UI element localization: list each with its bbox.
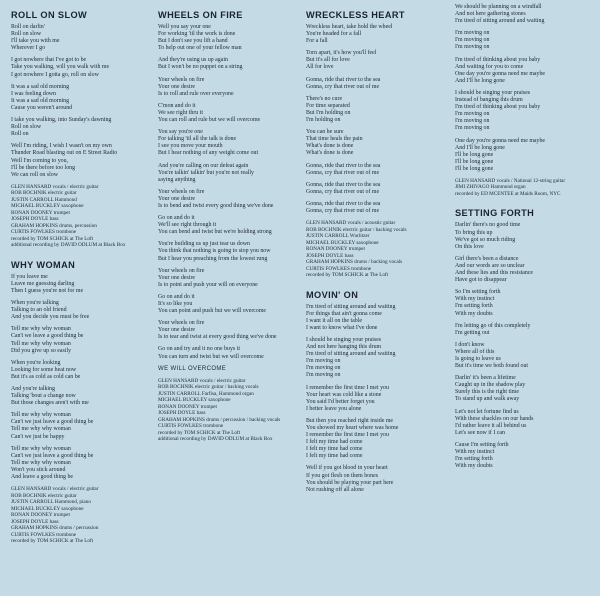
lyric-line: Can't we just leave a good thing be xyxy=(11,419,94,426)
lyric-stanza xyxy=(455,222,597,250)
lyric-line: For time separated xyxy=(306,102,350,109)
lyric-stanza xyxy=(306,77,448,91)
song-block xyxy=(158,10,300,443)
lyric-line: With my doubts xyxy=(455,463,493,470)
lyric-line: I'm moving on xyxy=(455,111,490,118)
lyric-line: I got nowhere that I've got to be xyxy=(11,57,87,64)
lyric-line: Tell me why why woman xyxy=(11,340,71,347)
credit-line: GRAHAM HOPKINS drums / backing vocals xyxy=(306,259,403,266)
lyric-line: Well if you got blood in your heart xyxy=(306,465,388,472)
lyric-stanza xyxy=(306,24,448,45)
lyric-line: You said I'd better forget you xyxy=(306,398,375,405)
lyric-line: Wherever I go xyxy=(11,45,46,52)
lyric-line: I should be singing your praises xyxy=(455,89,531,96)
lyric-stanza xyxy=(455,289,597,317)
credit-line: RONAN DOONEY trumpet xyxy=(306,246,365,253)
lyric-line: Tell me why why woman xyxy=(11,459,71,466)
lyric-line: I'll be long gone xyxy=(455,151,494,158)
lyric-line: Go on and do it xyxy=(158,293,195,300)
lyric-line: I got nowhere I gotta go, roll on slow xyxy=(11,71,99,78)
lyric-line: So I'm setting forth xyxy=(455,289,501,296)
song-tagline: WE WILL OVERCOME xyxy=(158,365,227,372)
lyric-line: I'm moving on xyxy=(306,358,341,365)
lyric-line: On this love xyxy=(455,243,484,250)
lyric-line: I better leave you alone xyxy=(306,405,362,412)
lyric-line: It was a sad old morning xyxy=(11,97,70,104)
lyric-line: Can't we just be happy xyxy=(11,433,65,440)
lyric-stanza xyxy=(11,24,153,52)
lyric-line: Gonna, cry that river out of me xyxy=(306,169,380,176)
lyric-stanza xyxy=(158,57,300,71)
lyric-line: Go on and do it xyxy=(158,215,195,222)
lyric-line: Roll on xyxy=(11,131,29,138)
lyric-line: Tell me why why woman xyxy=(11,326,71,333)
lyric-line: Is going to leave us xyxy=(455,355,501,362)
lyric-stanza xyxy=(455,442,597,470)
credit-line: GLEN HANSARD vocals / electric guitar xyxy=(11,486,99,493)
lyric-line: And you're calling on our defeat again xyxy=(158,162,249,169)
song-title: MOVIN' ON xyxy=(306,289,359,300)
credit-line: RONAN DOONEY trumpet xyxy=(11,209,70,216)
lyrics-column-4 xyxy=(455,4,597,481)
lyric-line: I'm moving on xyxy=(455,44,490,51)
lyric-line: Talking to an old friend xyxy=(11,307,67,314)
lyric-line: I remember the first time I met you xyxy=(306,384,389,391)
credit-line: recorded by TOM SCHICK at The Loft xyxy=(158,429,241,436)
lyric-line: If you leave me xyxy=(11,273,48,280)
lyric-line: But it's time we both found out xyxy=(455,363,529,370)
lyric-stanza xyxy=(158,189,300,210)
lyric-line: What's done is done xyxy=(306,143,354,150)
lyric-stanza xyxy=(455,256,597,284)
lyric-stanza xyxy=(11,274,153,295)
lyric-line: With these shackles on our hands xyxy=(455,415,534,422)
lyric-stanza xyxy=(11,117,153,138)
lyric-line: I see you move your mouth xyxy=(158,143,223,150)
song-block xyxy=(455,4,597,197)
lyric-line: I'm moving on xyxy=(455,125,490,132)
lyric-stanza xyxy=(455,90,597,133)
lyrics-column-3 xyxy=(306,10,448,505)
credit-line: CURTIS FOWLKES trombone xyxy=(11,531,77,538)
lyric-line: Surely this is the right time xyxy=(455,389,519,396)
lyric-line: I'll be there before too long xyxy=(11,164,76,171)
lyric-stanza xyxy=(306,337,448,380)
lyric-stanza xyxy=(158,294,300,315)
lyric-line: Is to bend and twist every good thing we've done xyxy=(158,202,274,209)
song-block xyxy=(11,10,153,249)
lyric-line: To bring this up xyxy=(455,229,493,236)
lyric-stanza xyxy=(306,50,448,71)
lyric-stanza xyxy=(11,143,153,178)
lyric-line: You're headed for a fall xyxy=(306,31,362,38)
lyric-stanza xyxy=(11,84,153,112)
credit-line: recorded by TOM SCHICK at The Loft xyxy=(11,235,94,242)
lyric-stanza xyxy=(306,201,448,215)
credit-line: additional recording by DAVID ODLUM at Black Box xyxy=(11,242,126,249)
lyric-line: What's done is done xyxy=(306,150,354,157)
lyric-line: You can be sure xyxy=(306,129,344,136)
lyric-line: We see right thru it xyxy=(158,109,204,116)
credits-block xyxy=(158,378,300,443)
lyric-line: That time heals the pain xyxy=(306,136,363,143)
credit-line: recorded by ED MCENTEE at Maids Room, NYC xyxy=(455,190,561,197)
lyric-line: I'm tired of thinking about you baby xyxy=(455,56,541,63)
lyric-stanza xyxy=(11,386,153,407)
lyric-line: I'm tired of sitting around and waiting xyxy=(306,351,396,358)
lyric-stanza xyxy=(455,409,597,437)
lyric-line: For things that ain't gonna come xyxy=(306,310,382,317)
lyric-line: Darlin' there's no good time xyxy=(455,222,521,229)
lyric-stanza xyxy=(455,30,597,51)
lyric-line: Thunder Road blasting out on E Street Radio xyxy=(11,150,118,157)
lyric-stanza xyxy=(306,385,448,413)
lyric-line: Let's see now if I can xyxy=(455,429,505,436)
lyric-line: Tell me why why woman xyxy=(11,426,71,433)
credit-line: GLEN HANSARD vocals / electric guitar xyxy=(11,183,99,190)
song-block xyxy=(11,260,153,545)
lyric-line: Talking 'bout a change now xyxy=(11,393,76,400)
lyric-line: Cause you weren't around xyxy=(11,104,73,111)
lyric-line: Your one desire xyxy=(158,195,196,202)
lyric-line: With my doubts xyxy=(455,310,493,317)
credit-line: RONAN DOONEY trumpet xyxy=(11,512,70,519)
lyric-line: Is to tear and twist at every good thing we've done xyxy=(158,334,277,341)
song-title: WHY WOMAN xyxy=(11,259,76,270)
lyric-line: Gonna, cry that river out of me xyxy=(306,207,380,214)
lyric-line: You can bend and twist but we're holding strong xyxy=(158,229,272,236)
lyric-line: I'm moving on xyxy=(455,118,490,125)
lyric-line: But I don't see you lift a hand xyxy=(158,38,228,45)
lyric-line: I felt my time had come xyxy=(306,453,363,460)
lyric-line: And leave a good thing be xyxy=(11,474,73,481)
song-title: WRECKLESS HEART xyxy=(306,10,405,20)
lyric-line: And they're using us up again xyxy=(158,57,228,64)
lyric-line: saying anything xyxy=(158,176,196,183)
lyric-line: Your one desire xyxy=(158,327,196,334)
lyric-line: Gonna, cry that river out of me xyxy=(306,188,380,195)
lyric-line: There's no cure xyxy=(306,95,343,102)
lyric-line: You're building us up just tear us down xyxy=(158,241,250,248)
lyric-line: I'm holding on xyxy=(306,117,341,124)
lyric-line: Your wheels on fire xyxy=(158,267,205,274)
lyric-line: We should be planning on a windfall xyxy=(455,4,542,10)
credit-line: RONAN DOONEY trumpet xyxy=(158,403,217,410)
lyric-line: I'd rather leave it all behind us xyxy=(455,422,527,429)
credit-line: GRAHAM HOPKINS drums, percussion xyxy=(11,222,97,229)
lyric-stanza xyxy=(158,163,300,184)
lyric-line: And these lies and this resistance xyxy=(455,270,534,277)
credit-line: GRAHAM HOPKINS drums / percussion / backing vocals xyxy=(158,416,281,423)
lyric-stanza xyxy=(11,360,153,381)
lyric-line: And I'll be long gone xyxy=(455,144,505,151)
lyric-stanza xyxy=(158,346,300,360)
lyric-line: Gonna, ride that river to the sea xyxy=(306,200,381,207)
lyric-line: Gonna, ride that river to the sea xyxy=(306,162,381,169)
lyric-line: Instead of banging this drum xyxy=(455,97,523,104)
lyric-line: Can't we just leave a good thing be xyxy=(11,452,94,459)
lyric-line: I'm tired of thinking about you baby xyxy=(455,104,541,111)
lyric-line: I want it all on the table xyxy=(306,317,362,324)
lyric-line: And not here hanging this drum xyxy=(306,344,382,351)
lyric-line: One day you're gonna need me maybe xyxy=(455,70,546,77)
lyric-line: But then you reached right inside me xyxy=(306,417,394,424)
credit-line: recorded by TOM SCHICK at The Loft xyxy=(306,272,389,279)
credit-line: ROB BOCHNIK electric guitar xyxy=(11,492,77,499)
lyric-stanza xyxy=(158,320,300,341)
lyric-stanza xyxy=(306,465,448,493)
credit-line: JUSTIN CARROLL Hammond xyxy=(11,196,77,203)
lyric-line: You can roll and rule but we will overcome xyxy=(158,117,261,124)
lyric-stanza xyxy=(158,77,300,98)
credit-line: JUSTIN CARROLL Wurlitzer xyxy=(306,233,370,240)
lyric-line: But I hear you preaching from the lowest rung xyxy=(158,255,268,262)
credit-line: JOSEPH DOYLE bass xyxy=(11,216,59,223)
lyric-stanza xyxy=(306,96,448,124)
lyric-line: When you're talking xyxy=(11,300,59,307)
lyric-line: Take you walking, will you walk with me xyxy=(11,64,110,71)
credit-line: CURTIS FOWLKES trombone xyxy=(306,265,372,272)
lyric-line: We'll see right through it xyxy=(158,222,217,229)
lyric-stanza xyxy=(455,57,597,85)
lyric-line: Well I'm riding, I wish I wasn't on my own xyxy=(11,143,112,150)
lyric-line: Not rushing off all alone xyxy=(306,486,364,493)
song-block xyxy=(306,290,448,494)
lyric-line: For working 'til the work is done xyxy=(158,31,236,38)
lyric-line: When you're looking xyxy=(11,359,61,366)
lyric-stanza xyxy=(455,323,597,337)
lyric-stanza xyxy=(11,326,153,354)
credit-line: ROB BOCHNIK electric guitar / backing vocals xyxy=(306,226,407,233)
lyric-line: Caught up in the shadow play xyxy=(455,382,526,389)
lyric-line: And waiting for you to come xyxy=(455,63,524,70)
lyric-line: I'll be long gone xyxy=(455,158,494,165)
lyric-stanza xyxy=(158,241,300,262)
lyric-line: I'm tired of sitting around and waiting xyxy=(306,303,396,310)
lyric-line: Roll on slow xyxy=(11,31,42,38)
lyric-line: All for love xyxy=(306,64,334,71)
lyric-stanza xyxy=(158,24,300,52)
lyric-line: Is to roll and rule over everyone xyxy=(158,90,234,97)
lyric-line: Your one desire xyxy=(158,83,196,90)
lyric-line: I don't know xyxy=(455,341,485,348)
lyric-stanza xyxy=(306,163,448,177)
lyric-line: But I hear nothing of any weight come out xyxy=(158,150,259,157)
lyric-line: Torn apart, it's how you'll feel xyxy=(306,50,377,57)
lyric-line: Darlin' it's been a lifetime xyxy=(455,375,516,382)
credit-line: MICHAEL BUCKLEY saxophone xyxy=(306,239,379,246)
lyric-line: You can point and push but we will overcome xyxy=(158,308,267,315)
lyric-line: I take you walking, into Sunday's dawning xyxy=(11,117,112,124)
lyric-line: Cause I'm setting forth xyxy=(455,441,509,448)
song-block xyxy=(455,208,597,470)
lyric-line: Your wheels on fire xyxy=(158,188,205,195)
credit-line: JUSTIN CARROLL Hammond, piano xyxy=(11,499,91,506)
credit-line: additional recording by DAVID ODLUM at Black Box xyxy=(158,436,273,443)
credits-block xyxy=(11,486,153,545)
lyric-line: Roll on darlin' xyxy=(11,24,45,30)
lyric-stanza xyxy=(158,268,300,289)
lyric-line: Your heart was cold like a stone xyxy=(306,391,382,398)
lyric-line: One day you're gonna need me maybe xyxy=(455,137,546,144)
lyric-line: With my instinct xyxy=(455,296,495,303)
lyric-stanza xyxy=(11,300,153,321)
credit-line: CURTIS FOWLKES trombone xyxy=(11,229,77,236)
lyric-line: And you're talking xyxy=(11,386,55,392)
lyric-line: Roll on slow xyxy=(11,124,42,131)
lyric-stanza xyxy=(11,412,153,440)
lyric-line: I'm moving on xyxy=(455,30,490,37)
lyric-stanza xyxy=(158,215,300,236)
credit-line: JOSEPH DOYLE bass xyxy=(11,518,59,525)
lyric-stanza xyxy=(306,129,448,157)
credit-line: JOSEPH DOYLE bass xyxy=(158,410,206,417)
lyric-stanza xyxy=(158,103,300,124)
lyric-line: Gonna, ride that river to the sea xyxy=(306,76,381,83)
lyric-line: Can't we leave a good thing be xyxy=(11,333,84,340)
lyric-line: Let's not let fortune find us xyxy=(455,408,519,415)
lyric-stanza xyxy=(306,304,448,332)
lyric-line: It was a sad old morning xyxy=(11,83,70,90)
credits-block xyxy=(455,178,597,198)
song-block xyxy=(306,10,448,279)
lyric-line: It's so like you xyxy=(158,301,193,307)
lyrics-column-2 xyxy=(158,10,300,454)
lyric-line: I'm moving on xyxy=(306,372,341,379)
credits-block xyxy=(11,184,153,249)
lyric-line: Tell me why why woman xyxy=(11,445,71,452)
lyric-line: Is to point and push your will on everyone xyxy=(158,281,258,288)
lyric-line: Gonna, cry that river out of me xyxy=(306,83,380,90)
lyric-line: I was feeling down xyxy=(11,90,56,97)
lyric-line: But those changes aren't with me xyxy=(11,400,89,407)
credits-block xyxy=(306,220,448,279)
lyric-line: You say you're one xyxy=(158,129,203,136)
lyric-line: You're talkin' talkin' but you're not really xyxy=(158,169,254,176)
lyric-line: I remember the first time I met you xyxy=(306,432,389,439)
lyric-line: I'm moving on xyxy=(306,365,341,372)
lyric-line: Tell me why why woman xyxy=(11,412,71,419)
lyric-stanza xyxy=(11,57,153,78)
lyric-line: And I'll be long gone xyxy=(455,77,505,84)
lyric-line: You should be playing your part here xyxy=(306,479,394,486)
lyric-stanza xyxy=(306,418,448,461)
lyric-line: And not here gathering stones xyxy=(455,11,526,18)
lyric-line: Then I guess you're not for me xyxy=(11,287,84,294)
song-title: ROLL ON SLOW xyxy=(11,10,88,20)
lyric-line: I'm setting forth xyxy=(455,456,493,463)
lyric-stanza xyxy=(455,4,597,25)
lyric-stanza xyxy=(158,129,300,157)
lyric-line: I'm moving on xyxy=(455,37,490,44)
lyric-line: C'mon and do it xyxy=(158,102,196,109)
lyric-stanza xyxy=(11,446,153,481)
lyric-line: I'll take you with me xyxy=(11,38,60,45)
credit-line: ROB BOCHNIK electric guitar xyxy=(11,190,77,197)
lyric-line: I should be singing your praises xyxy=(306,336,382,343)
credit-line: MICHAEL BUCKLEY saxophone xyxy=(158,397,231,404)
lyric-line: For a fall xyxy=(306,38,328,45)
lyric-line: I want to know what I've done xyxy=(306,324,378,331)
lyrics-column-1 xyxy=(11,10,153,556)
lyric-line: Go on and try and it no one buys it xyxy=(158,346,240,353)
lyric-line: Well you say your one xyxy=(158,24,211,30)
song-title: WHEELS ON FIRE xyxy=(158,10,243,20)
lyric-line: I felt my time had come xyxy=(306,439,363,446)
lyric-line: I'm setting forth xyxy=(455,303,493,310)
lyric-line: Looking for some heat now xyxy=(11,366,77,373)
lyric-stanza xyxy=(455,342,597,370)
lyric-line: You think that nothing is going to stop you now xyxy=(158,248,271,255)
credit-line: JOSEPH DOYLE bass xyxy=(306,252,354,259)
lyric-line: I'm tired of sitting around and waiting xyxy=(455,18,545,25)
lyric-line: You can turn and twist but we will overcome xyxy=(158,353,264,360)
lyric-line: Your wheels on fire xyxy=(158,76,205,83)
lyric-line: I felt my time had come xyxy=(306,446,363,453)
lyric-line: I'm letting go of this completely xyxy=(455,322,531,329)
lyric-line: Well I'm coming to you, xyxy=(11,157,69,164)
credit-line: MICHAEL BUCKLEY saxophone xyxy=(11,505,84,512)
lyric-line: If you got flesh on them bones xyxy=(306,472,378,479)
lyric-line: And you decide you must be free xyxy=(11,314,90,321)
credit-line: recorded by TOM SCHICK at The Loft xyxy=(11,538,94,545)
credit-line: JIMI ZHIVAGO Hammond organ xyxy=(455,184,526,191)
lyric-line: But it's as cold as cold can be xyxy=(11,373,81,380)
lyric-line: We've got so much riding xyxy=(455,236,516,243)
credit-line: GLEN HANSARD vocals / acoustic guitar xyxy=(306,220,396,227)
credit-line: MICHAEL BUCKLEY saxophone xyxy=(11,203,84,210)
lyric-line: For talking 'til all the talk is done xyxy=(158,136,237,143)
lyric-line: To help out one of your fellow man xyxy=(158,45,242,52)
lyric-line: Your one desire xyxy=(158,274,196,281)
lyric-line: To stand up and walk away xyxy=(455,396,520,403)
credit-line: GLEN HANSARD vocals / National 12-string guitar xyxy=(455,177,566,184)
lyric-line: Where all of this xyxy=(455,348,495,355)
lyric-line: And our words are so unclear xyxy=(455,262,525,269)
lyric-line: Wreckless heart, take hold the wheel xyxy=(306,24,393,30)
lyric-stanza xyxy=(455,138,597,173)
lyric-line: Leave me guessing darling xyxy=(11,280,75,287)
lyric-line: Gonna, ride that river to the sea xyxy=(306,181,381,188)
credit-line: GRAHAM HOPKINS drums / percussion xyxy=(11,525,99,532)
lyric-line: But it's all for love xyxy=(306,57,350,64)
lyric-stanza xyxy=(455,375,597,403)
lyric-line: I'll be long gone xyxy=(455,165,494,172)
song-title: SETTING FORTH xyxy=(455,208,535,219)
credit-line: CURTIS FOWLKES trombone xyxy=(158,423,224,430)
lyric-line: With my instinct xyxy=(455,449,495,455)
lyric-line: But I'm holding on xyxy=(306,109,351,116)
lyric-line: Did you give up so easily xyxy=(11,347,72,354)
lyric-line: Your wheels on fire xyxy=(158,320,205,327)
lyric-line: I'm getting out xyxy=(455,329,490,336)
lyric-stanza xyxy=(306,182,448,196)
lyric-line: Girl there's been a distance xyxy=(455,255,519,262)
lyric-line: Won't you stick around xyxy=(11,466,66,473)
lyric-line: You showed my heart where was home xyxy=(306,424,399,431)
credit-line: GLEN HANSARD vocals / electric guitar xyxy=(158,377,246,384)
credit-line: JUSTIN CARROLL Farfisa, Hammond organ xyxy=(158,390,254,397)
credit-line: ROB BOCHNIK electric guitar / backing vocals xyxy=(158,384,259,391)
lyric-line: We can roll on slow xyxy=(11,171,58,178)
lyric-line: Have got to disappear xyxy=(455,277,507,284)
lyric-line: But I won't be no puppet on a string xyxy=(158,64,243,71)
